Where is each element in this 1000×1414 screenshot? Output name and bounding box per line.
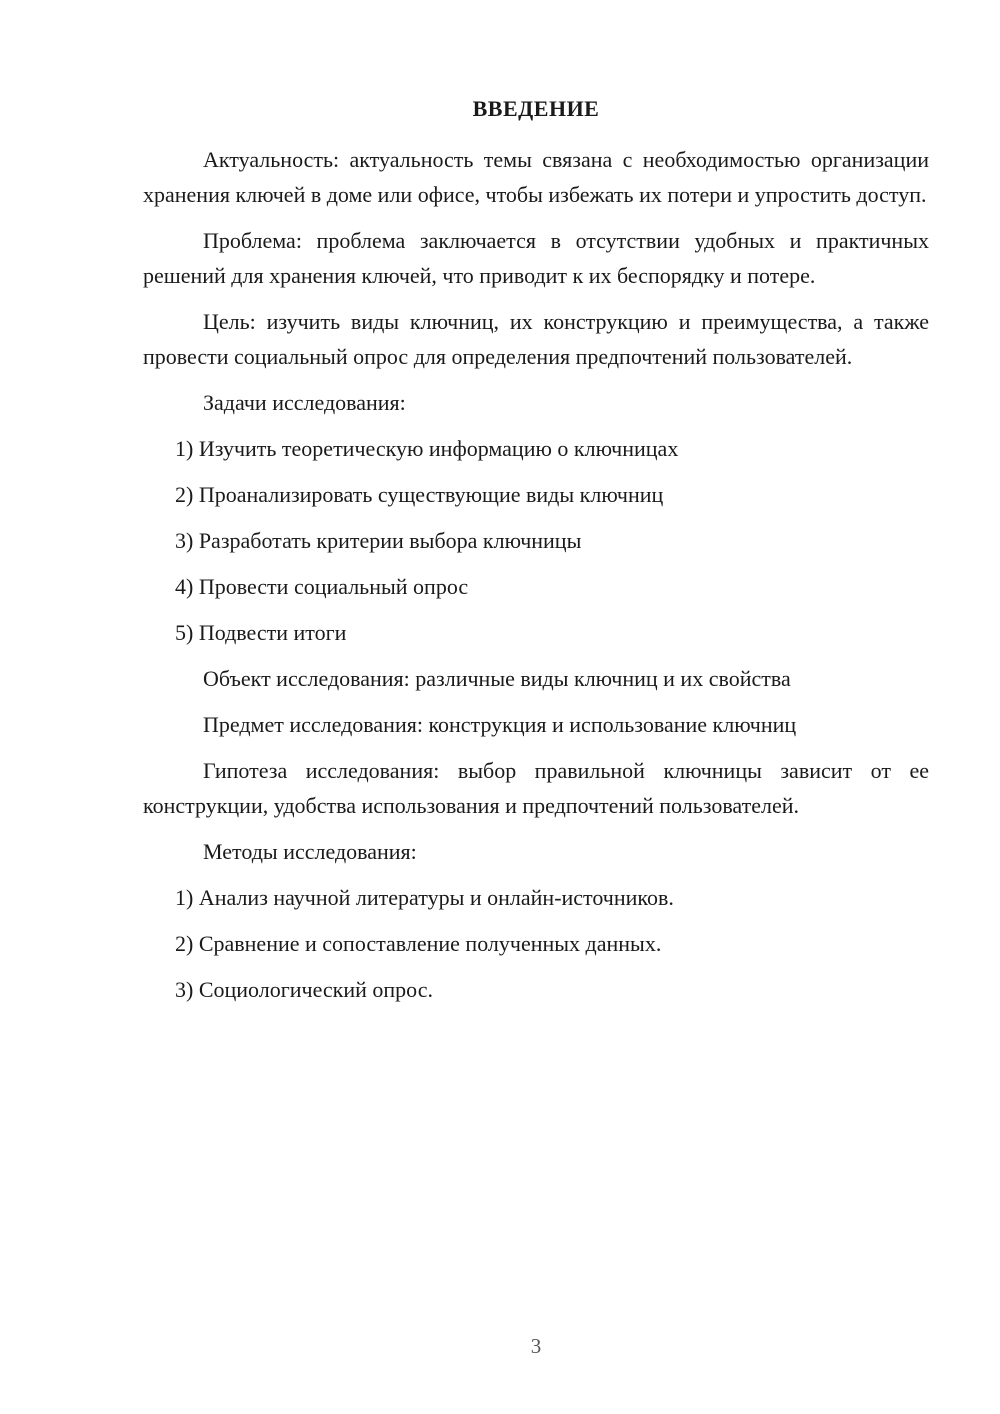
list-item: 2) Сравнение и сопоставление полученных данных.: [175, 931, 662, 956]
problem-paragraph: Проблема: проблема заключается в отсутствии удобных и практичных решений для хранения ключей, что приводит к их беспорядку и потере.: [143, 228, 929, 288]
goal-paragraph: Цель: изучить виды ключниц, их конструкцию и преимущества, а также провести социальный опрос для определения предпочтений пользователей.: [143, 309, 929, 369]
body-text: [143, 142, 929, 1007]
hypothesis-paragraph: Гипотеза исследования: выбор правильной ключницы зависит от ее конструкции, удобства использования и предпочтений пользователей.: [143, 758, 929, 818]
object-paragraph: Объект исследования: различные виды ключниц и их свойства: [203, 666, 791, 691]
relevance-paragraph: Актуальность: актуальность темы связана с необходимостью организации хранения ключей в доме или офисе, чтобы избежать их потери и упростить доступ.: [143, 147, 929, 207]
methods-title: Методы исследования:: [203, 839, 417, 864]
subject-paragraph: Предмет исследования: конструкция и использование ключниц: [203, 712, 797, 737]
list-item: 1) Анализ научной литературы и онлайн-источников.: [175, 885, 674, 910]
section-heading: ВВЕДЕНИЕ: [472, 96, 600, 121]
list-item: 5) Подвести итоги: [175, 620, 347, 645]
tasks-title: Задачи исследования:: [203, 390, 406, 415]
page-number: 3: [530, 1334, 542, 1358]
list-item: 3) Социологический опрос.: [175, 977, 433, 1002]
list-item: 4) Провести социальный опрос: [175, 574, 469, 599]
list-item: 1) Изучить теоретическую информацию о ключницах: [175, 436, 679, 461]
list-item: 2) Проанализировать существующие виды ключниц: [175, 482, 664, 507]
list-item: 3) Разработать критерии выбора ключницы: [175, 528, 582, 553]
